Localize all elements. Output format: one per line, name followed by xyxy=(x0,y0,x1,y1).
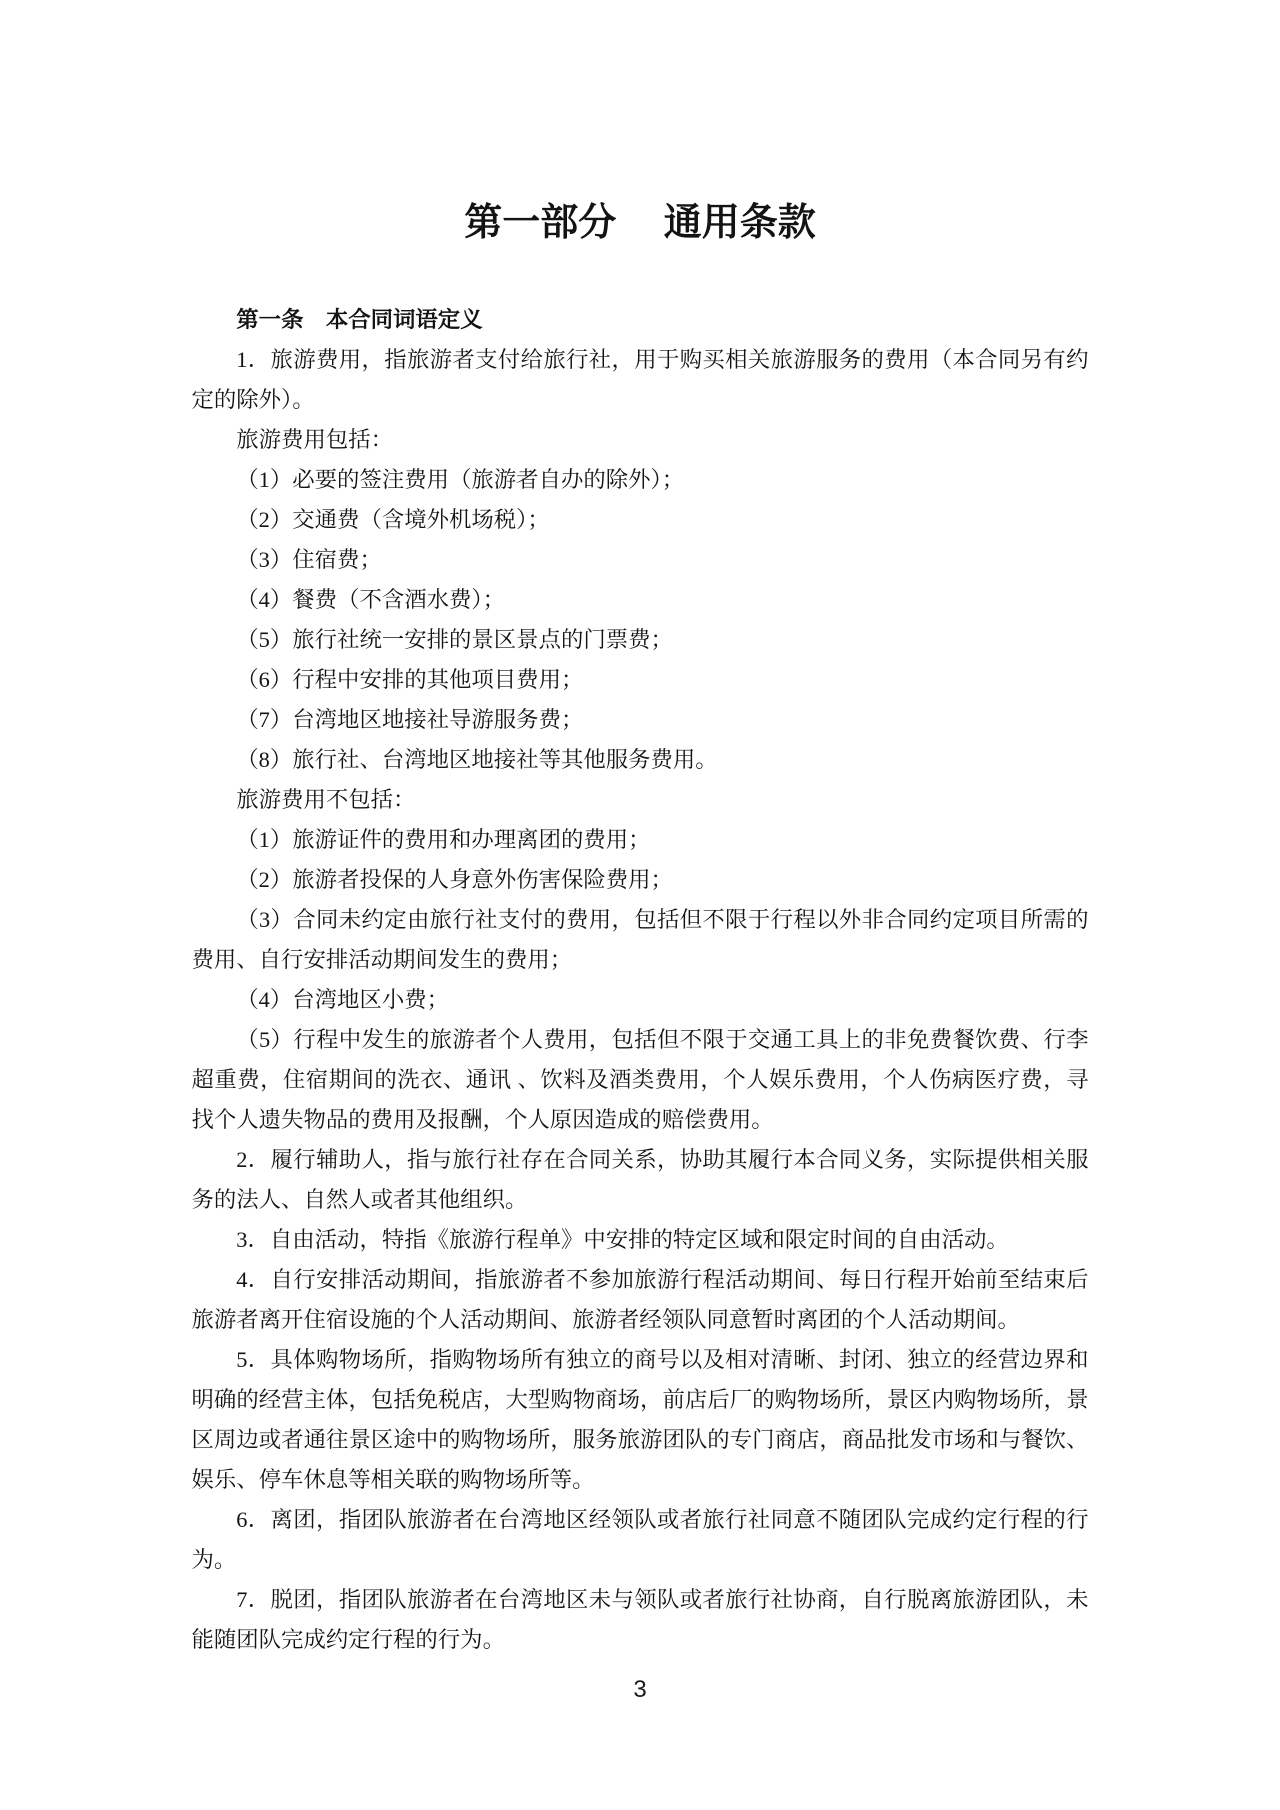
paragraph-free-activity: 3．自由活动，特指《旅游行程单》中安排的特定区域和限定时间的自由活动。 xyxy=(236,1227,1009,1252)
list-item-include-3: （3）住宿费； xyxy=(236,547,382,572)
article-heading: 第一条 本合同词语定义 xyxy=(236,307,483,332)
list-item-exclude-3: （3）合同未约定由旅行社支付的费用，包括但不限于行程以外非合同约定项目所需的费用、自行安排活动期间发生的费用； xyxy=(191,907,1089,972)
paragraph-self-arranged-period: 4．自行安排活动期间，指旅游者不参加旅游行程活动期间、每日行程开始前至结束后旅游者离开住宿设施的个人活动期间、旅游者经领队同意暂时离团的个人活动期间。 xyxy=(191,1267,1089,1332)
paragraph-desert-group: 7．脱团，指团队旅游者在台湾地区未与领队或者旅行社协商，自行脱离旅游团队，未能随团队完成约定行程的行为。 xyxy=(191,1587,1089,1652)
paragraph-performance-assistant: 2．履行辅助人，指与旅行社存在合同关系，协助其履行本合同义务，实际提供相关服务的法人、自然人或者其他组织。 xyxy=(191,1147,1089,1212)
paragraph-fee-includes-label: 旅游费用包括： xyxy=(236,427,394,452)
list-item-include-7: （7）台湾地区地接社导游服务费； xyxy=(236,707,584,732)
list-item-exclude-2: （2）旅游者投保的人身意外伤害保险费用； xyxy=(236,867,673,892)
page-content xyxy=(192,0,1089,1660)
list-item-exclude-1: （1）旅游证件的费用和办理离团的费用； xyxy=(236,827,651,852)
list-item-exclude-5: （5）行程中发生的旅游者个人费用，包括但不限于交通工具上的非免费餐饮费、行李超重费，住宿期间的洗衣、通讯 、饮料及酒类费用，个人娱乐费用，个人伤病医疗费，寻找个人遗失物品的费用及报酬，个人原因造成的赔偿费用。 xyxy=(191,1027,1089,1132)
page-number: 3 xyxy=(633,1676,647,1703)
list-item-include-8: （8）旅行社、台湾地区地接社等其他服务费用。 xyxy=(236,747,718,772)
paragraph-shopping-places: 5．具体购物场所，指购物场所有独立的商号以及相对清晰、封闭、独立的经营边界和明确的经营主体，包括免税店，大型购物商场，前店后厂的购物场所，景区内购物场所，景区周边或者通往景区途中的购物场所，服务旅游团队的专门商店，商品批发市场和与餐饮、娱乐、停车休息等相关联的购物场所等。 xyxy=(191,1347,1089,1492)
document-title: 第一部分 通用条款 xyxy=(464,202,816,244)
paragraph-leave-group: 6．离团，指团队旅游者在台湾地区经领队或者旅行社同意不随团队完成约定行程的行为。 xyxy=(191,1507,1089,1572)
list-item-include-4: （4）餐费（不含酒水费）； xyxy=(236,587,505,612)
list-item-exclude-4: （4）台湾地区小费； xyxy=(236,987,450,1012)
paragraph-fee-excludes-label: 旅游费用不包括： xyxy=(236,787,416,812)
list-item-include-5: （5）旅行社统一安排的景区景点的门票费； xyxy=(236,627,673,652)
list-item-include-6: （6）行程中安排的其他项目费用； xyxy=(236,667,584,692)
article-section xyxy=(192,300,1089,1660)
paragraph-tour-fee-definition: 1．旅游费用，指旅游者支付给旅行社，用于购买相关旅游服务的费用（本合同另有约定的除外）。 xyxy=(191,347,1089,412)
list-item-include-1: （1）必要的签注费用（旅游者自办的除外）； xyxy=(236,467,685,492)
list-item-include-2: （2）交通费（含境外机场税）； xyxy=(236,507,550,532)
